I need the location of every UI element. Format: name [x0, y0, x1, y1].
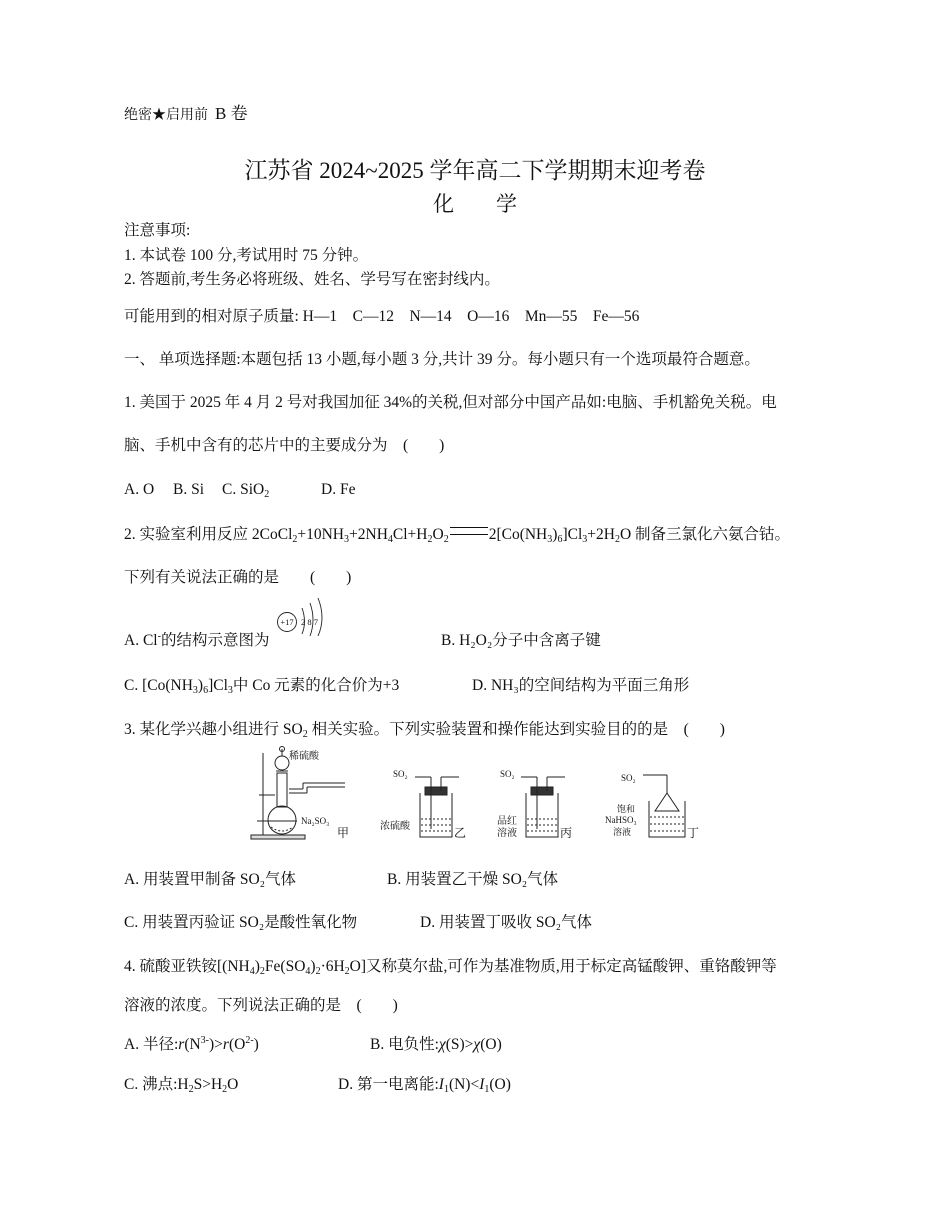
- yi-liquid-label: 浓硫酸: [380, 821, 410, 832]
- q3-apparatus-figure: [245, 745, 705, 845]
- bing-name: 丙: [560, 826, 573, 840]
- apparatus-bing: [521, 777, 565, 837]
- bing-liquid-label-2: 溶液: [497, 828, 517, 839]
- mohr-salt-formula: $[(NH_4)_2Fe(SO_4)_2\cdot 6H_2O]$: [217, 958, 367, 977]
- q2-option-d: D. NH₃的空间结构为平面三角形: [472, 677, 690, 694]
- electron-shells: 2 8 7: [301, 617, 318, 627]
- ding-liquid-label-3: 溶液: [613, 827, 632, 837]
- q2-stem-line2: 下列有关说法正确的是 ( ): [124, 569, 352, 586]
- notice-item-2: 2. 答题前,考生务必将班级、姓名、学号写在密封线内。: [124, 271, 500, 288]
- jia-reagent-label: Na₂SO₃: [301, 816, 330, 826]
- ding-liquid-label-2: NaHSO₃: [605, 815, 637, 825]
- q2-reaction-equation: $2CoCl_2+10NH_3+2NH_4Cl+H_2O_2$ $2[Co(NH_3)_6]Cl_3+2H_2O$: [251, 526, 632, 545]
- q3-option-a: A. 用装置甲制备 SO₂气体: [124, 871, 297, 888]
- jia-acid-label: 稀硫酸: [289, 751, 319, 762]
- q1-stem-line2: 脑、手机中含有的芯片中的主要成分为 ( ): [124, 437, 445, 454]
- q2-stem-line1: 2. 实验室利用反应 $2CoCl_2+10NH_3+2NH_4Cl+H_2O_2$ $2[Co(NH_3)_6]Cl_3+2H_2O$ 制备三氯化六氨合钴。: [124, 526, 791, 545]
- apparatus-ding: [643, 775, 685, 837]
- q2-option-a: A. Cl-的结构示意图为: [124, 631, 270, 649]
- section-heading: 一、 单项选择题:本题包括 13 小题,每小题 3 分,共计 39 分。每小题只有一个选项最符合题意。: [124, 351, 760, 368]
- q4-stem-line1: 4. 硫酸亚铁铵$[(NH_4)_2Fe(SO_4)_2\cdot 6H_2O]$又称莫尔盐,可作为基准物质,用于标定高锰酸钾、重铬酸钾等: [124, 958, 777, 977]
- q1-stem-line1: 1. 美国于 2025 年 4 月 2 号对我国加征 34%的关税,但对部分中国产品如:电脑、手机豁免关税。电: [124, 394, 777, 411]
- q1-option-a: A. O: [124, 481, 155, 498]
- apparatus-yi: [415, 777, 459, 837]
- ding-liquid-label-1: 饱和: [617, 804, 636, 814]
- notice-heading: 注意事项:: [124, 222, 191, 239]
- q4-option-c: C. 沸点$:H_2S>H_2O$: [124, 1076, 239, 1095]
- yi-gas-label: SO₂: [393, 769, 408, 779]
- subject-title: 化 学: [433, 192, 517, 216]
- secrecy-label: 绝密★启用前 B 卷: [124, 104, 248, 123]
- chlorine-ion-structure-diagram: [274, 596, 338, 636]
- exam-title: 江苏省 2024~2025 学年高二下学期期末迎考卷: [244, 158, 706, 183]
- volume-label: B 卷: [215, 104, 248, 123]
- q4-option-d: D. 第一电离能$:I_1(N)<I_1(O)$: [338, 1076, 511, 1095]
- ding-name: 丁: [687, 826, 700, 840]
- q1-option-c: C. SiO$_2$: [222, 481, 270, 500]
- q3-option-b: B. 用装置乙干燥 SO₂气体: [387, 871, 559, 888]
- q1-option-b: B. Si: [173, 481, 205, 498]
- atomic-masses: 可能用到的相对原子质量: H—1 C—12 N—14 O—16 Mn—55 Fe—56: [124, 308, 640, 325]
- yi-name: 乙: [454, 826, 467, 840]
- q3-option-c: C. 用装置丙验证 SO₂是酸性氧化物: [124, 914, 358, 931]
- q2-option-c: C. $[Co(NH_3)_6]Cl_3$中 Co 元素的化合价为+3: [124, 677, 400, 696]
- jia-name: 甲: [337, 826, 350, 840]
- nucleus-charge: +17: [280, 617, 294, 627]
- bing-liquid-label-1: 品红: [497, 816, 517, 827]
- q3-option-d: D. 用装置丁吸收 SO₂气体: [420, 914, 593, 931]
- q4-option-a: A. 半径$:r(N^{3-})>r(O^{2-})$: [124, 1035, 259, 1053]
- ding-gas-label: SO₂: [621, 773, 636, 783]
- q1-option-d: D. Fe: [321, 481, 356, 498]
- notice-item-1: 1. 本试卷 100 分,考试用时 75 分钟。: [124, 247, 369, 264]
- q2-option-b: B. H₂O₂分子中含离子键: [441, 632, 601, 649]
- q4-option-b: B. 电负性:χ(S)>χ(O): [370, 1036, 502, 1053]
- q4-stem-line2: 溶液的浓度。下列说法正确的是 ( ): [124, 997, 398, 1014]
- q3-stem: 3. 某化学兴趣小组进行 $SO_2$ 相关实验。下列实验装置和操作能达到实验目的的是 ( ): [124, 721, 725, 740]
- bing-gas-label: SO₂: [500, 769, 515, 779]
